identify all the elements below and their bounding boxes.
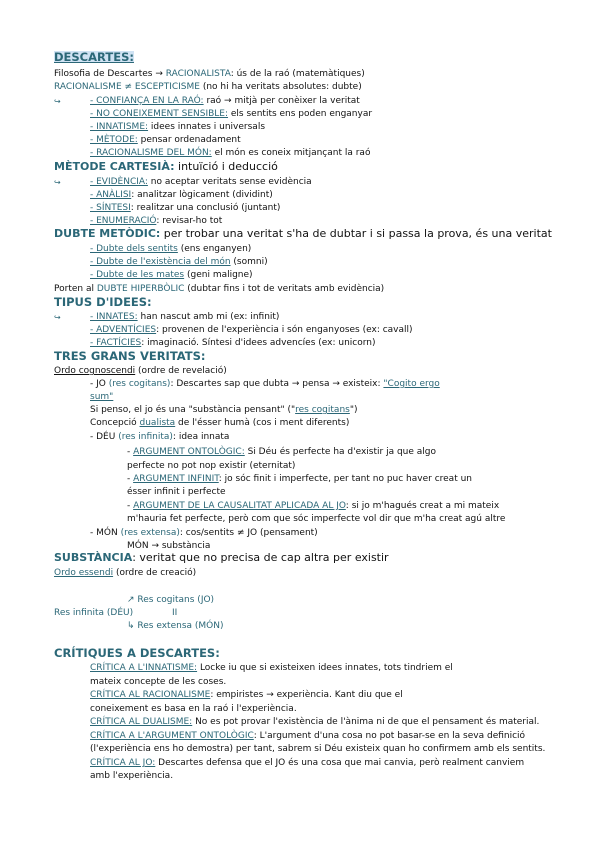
diagram-res-infinita: Res infinita (DÉU) <box>54 608 134 618</box>
argument-continued: perfecte no pot nop existir (eternitat) <box>127 461 296 471</box>
term: - ANÀLISI <box>90 190 132 200</box>
text: : veritat que no precisa de cap altra per existir <box>132 551 389 564</box>
ordo-line <box>54 567 196 579</box>
term: CRÍTICA AL DUALISME: <box>90 717 193 727</box>
text: el món es coneix mitjançant la raó <box>211 148 371 158</box>
argument-continued: m'hauria fet perfecte, però com que sóc imperfecte vol dir que m'ha creat agú altre <box>127 514 506 524</box>
section-heading: TRES GRANS VERITATS: <box>54 349 206 363</box>
section-heading <box>54 228 552 240</box>
text: Descartes defensa que el JO és una cosa que mai canvia, però realment canviem <box>155 758 525 768</box>
diagram-res-extensa: ↳ Res extensa (MÓN) <box>127 621 224 631</box>
text: idees innates i universals <box>148 122 266 132</box>
text: els sentits ens poden enganyar <box>228 109 373 119</box>
list-item <box>90 324 413 336</box>
term: ARGUMENT ONTOLÒGIC: <box>133 447 245 457</box>
text: per trobar una veritat s'ha de dubtar i si passa la prova, és una veritat <box>160 227 552 240</box>
text: (geni maligne) <box>184 270 253 280</box>
critique-continued: coneixement es basa en la raó i l'experiència. <box>90 704 297 714</box>
critique-line <box>90 662 453 674</box>
text: : realitzar una conclusió (juntant) <box>130 203 281 213</box>
diagram-res-cogitans: ↗ Res cogitans (JO) <box>127 595 215 605</box>
text: : imaginació. Síntesi d'idees advencíes (ex: unicorn) <box>141 338 376 348</box>
term: RACIONALISTA <box>165 69 231 79</box>
text: (dubtar fins i tot de veritats amb evidència) <box>184 284 385 294</box>
text: No es pot provar l'existència de l'ànima ni de que el pensament és material. <box>192 717 540 727</box>
racionalisme-line <box>54 81 362 93</box>
term: - INNATISME: <box>90 122 149 132</box>
term: CRÍTICA AL RACIONALISME <box>90 690 211 700</box>
critique-continued: mateix concepte de les coses. <box>90 677 227 687</box>
text: : analitzar lògicament (dividint) <box>131 190 273 200</box>
term: RACIONALISME ≠ ESCEPTICISME <box>54 82 200 92</box>
mon-line <box>90 527 318 539</box>
term: Ordo essendi <box>54 568 114 578</box>
term: (res infinita) <box>118 432 173 442</box>
text: : ús de la raó (matemàtiques) <box>230 69 365 79</box>
text: Si penso, el jo és una "substància pensant" (" <box>90 405 296 415</box>
list-item <box>90 189 273 201</box>
critique-line <box>90 757 524 769</box>
text: : si jo m'hagués creat a mi mateix <box>345 501 500 511</box>
section-heading: CRÍTIQUES A DESCARTES: <box>54 646 220 660</box>
term: Ordo cognoscendi <box>54 366 136 376</box>
argument-line <box>127 500 499 512</box>
jo-line <box>90 404 358 416</box>
list-item <box>90 95 360 107</box>
text: : revisar-ho tot <box>156 216 223 226</box>
bullet-arrow-icon: ↪ <box>54 178 61 187</box>
text: - DÉU <box>90 432 119 442</box>
text: (ordre de revelació) <box>135 366 227 376</box>
term: (res extensa) <box>120 528 180 538</box>
term: - ENUMERACIÓ <box>90 216 157 226</box>
diagram-separator: II <box>172 608 178 618</box>
list-item <box>90 256 268 268</box>
text: pensar ordenadament <box>137 135 241 145</box>
text: : empiristes → experiència. Kant diu que el <box>210 690 403 700</box>
critique-continued: (l'experiència ens ho demostra) per tant, sabrem si Déu existeix quan ho confirmem amb els sentits. <box>90 744 546 754</box>
text: (no hi ha veritats absolutes: dubte) <box>199 82 362 92</box>
term: DUBTE HIPERBÒLIC <box>96 284 185 294</box>
list-item <box>90 108 372 120</box>
term: - CONFIANÇA EN LA RAÓ: <box>90 96 204 106</box>
term: dualista <box>139 418 176 428</box>
argument-line <box>127 446 436 458</box>
text: (somni) <box>230 257 268 267</box>
text: Si Déu és perfecte ha d'existir ja que algo <box>244 447 437 457</box>
text: no aceptar veritats sense evidència <box>147 177 312 187</box>
text: : idea innata <box>172 432 230 442</box>
ordo-line <box>54 365 227 377</box>
critique-continued: amb l'experiència. <box>90 771 174 781</box>
term: - FACTÍCIES <box>90 338 142 348</box>
list-item <box>90 269 253 281</box>
term: CRÍTICA AL JO: <box>90 758 156 768</box>
list-item <box>90 311 279 323</box>
term: - NO CONEIXEMENT SENSIBLE: <box>90 109 229 119</box>
heading: DUBTE METÒDIC: <box>54 227 161 240</box>
bullet-arrow-icon: ↪ <box>54 313 61 322</box>
text: - JO <box>90 379 109 389</box>
list-item <box>90 121 265 133</box>
jo-line <box>90 378 440 390</box>
text: Locke iu que si existeixen idees innates, tots tindriem el <box>197 663 453 673</box>
text: han nascut amb mi (ex: infinit) <box>137 312 280 322</box>
term: - Dubte de les mates <box>90 270 185 280</box>
text: de l'ésser humà (cos i ment diferents) <box>175 418 350 428</box>
term: CRÍTICA A L'INNATISME: <box>90 663 198 673</box>
text: ") <box>349 405 358 415</box>
text: - <box>127 447 134 457</box>
critique-line <box>90 689 403 701</box>
list-item <box>90 215 222 227</box>
term: - RACIONALISME DEL MÓN: <box>90 148 212 158</box>
term: (res cogitans) <box>108 379 171 389</box>
mon-substancia: MÓN → substància <box>127 541 211 551</box>
term: - EVIDÈNCIA: <box>90 177 148 187</box>
text: Filosofia de Descartes → <box>54 69 166 79</box>
text: : L'argument d'una cosa no pot basar-se en la seva definició <box>253 731 526 741</box>
list-item <box>90 337 375 349</box>
text: Porten al <box>54 284 97 294</box>
text: - MÓN <box>90 528 121 538</box>
text: : jo sóc finit i imperfecte, per tant no puc haver creat un <box>218 474 472 484</box>
term: CRÍTICA A L'ARGUMENT ONTOLÒGIC <box>90 731 254 741</box>
section-heading <box>54 161 278 173</box>
section-heading: TIPUS D'IDEES: <box>54 295 152 309</box>
text: (ens enganyen) <box>177 244 252 254</box>
heading: SUBSTÀNCIA <box>54 551 133 564</box>
bullet-arrow-icon: ↪ <box>54 97 61 106</box>
critique-line <box>90 730 525 742</box>
term: ARGUMENT DE LA CAUSALITAT APLICADA AL JO <box>133 501 346 511</box>
quote-continued: sum" <box>90 392 114 402</box>
text: : provenen de l'experiència i són enganyoses (ex: cavall) <box>156 325 413 335</box>
list-item <box>90 202 280 214</box>
intro-line <box>54 68 365 80</box>
section-heading <box>54 552 389 564</box>
list-item <box>90 134 241 146</box>
deu-line <box>90 431 229 443</box>
term: - SÍNTESI <box>90 203 131 213</box>
text: : Descartes sap que dubta → pensa → existeix: <box>170 379 384 389</box>
argument-continued: ésser infinit i perfecte <box>127 487 226 497</box>
term: res cogitans <box>295 405 350 415</box>
list-item <box>90 176 312 188</box>
text: : cos/sentits ≠ JO (pensament) <box>179 528 318 538</box>
heading: MÈTODE CARTESIÀ: <box>54 160 175 173</box>
term: - ADVENTÍCIES <box>90 325 157 335</box>
list-item <box>90 243 251 255</box>
term: ARGUMENT INFINIT <box>133 474 219 484</box>
text: - <box>127 501 134 511</box>
critique-line <box>90 716 539 728</box>
term: - Dubte de l'existència del món <box>90 257 231 267</box>
term: - MÈTODE: <box>90 135 138 145</box>
porten-line <box>54 283 384 295</box>
list-item <box>90 147 370 159</box>
jo-line <box>90 417 349 429</box>
page-title: DESCARTES: <box>54 50 134 64</box>
text: intuïció i deducció <box>174 160 278 173</box>
text: raó → mitjà per conèixer la veritat <box>203 96 360 106</box>
text: Concepció <box>90 418 140 428</box>
quote: "Cogito ergo <box>383 379 440 389</box>
text: - <box>127 474 134 484</box>
term: - Dubte dels sentits <box>90 244 178 254</box>
text: (ordre de creació) <box>113 568 197 578</box>
term: - INNATES: <box>90 312 138 322</box>
argument-line <box>127 473 472 485</box>
